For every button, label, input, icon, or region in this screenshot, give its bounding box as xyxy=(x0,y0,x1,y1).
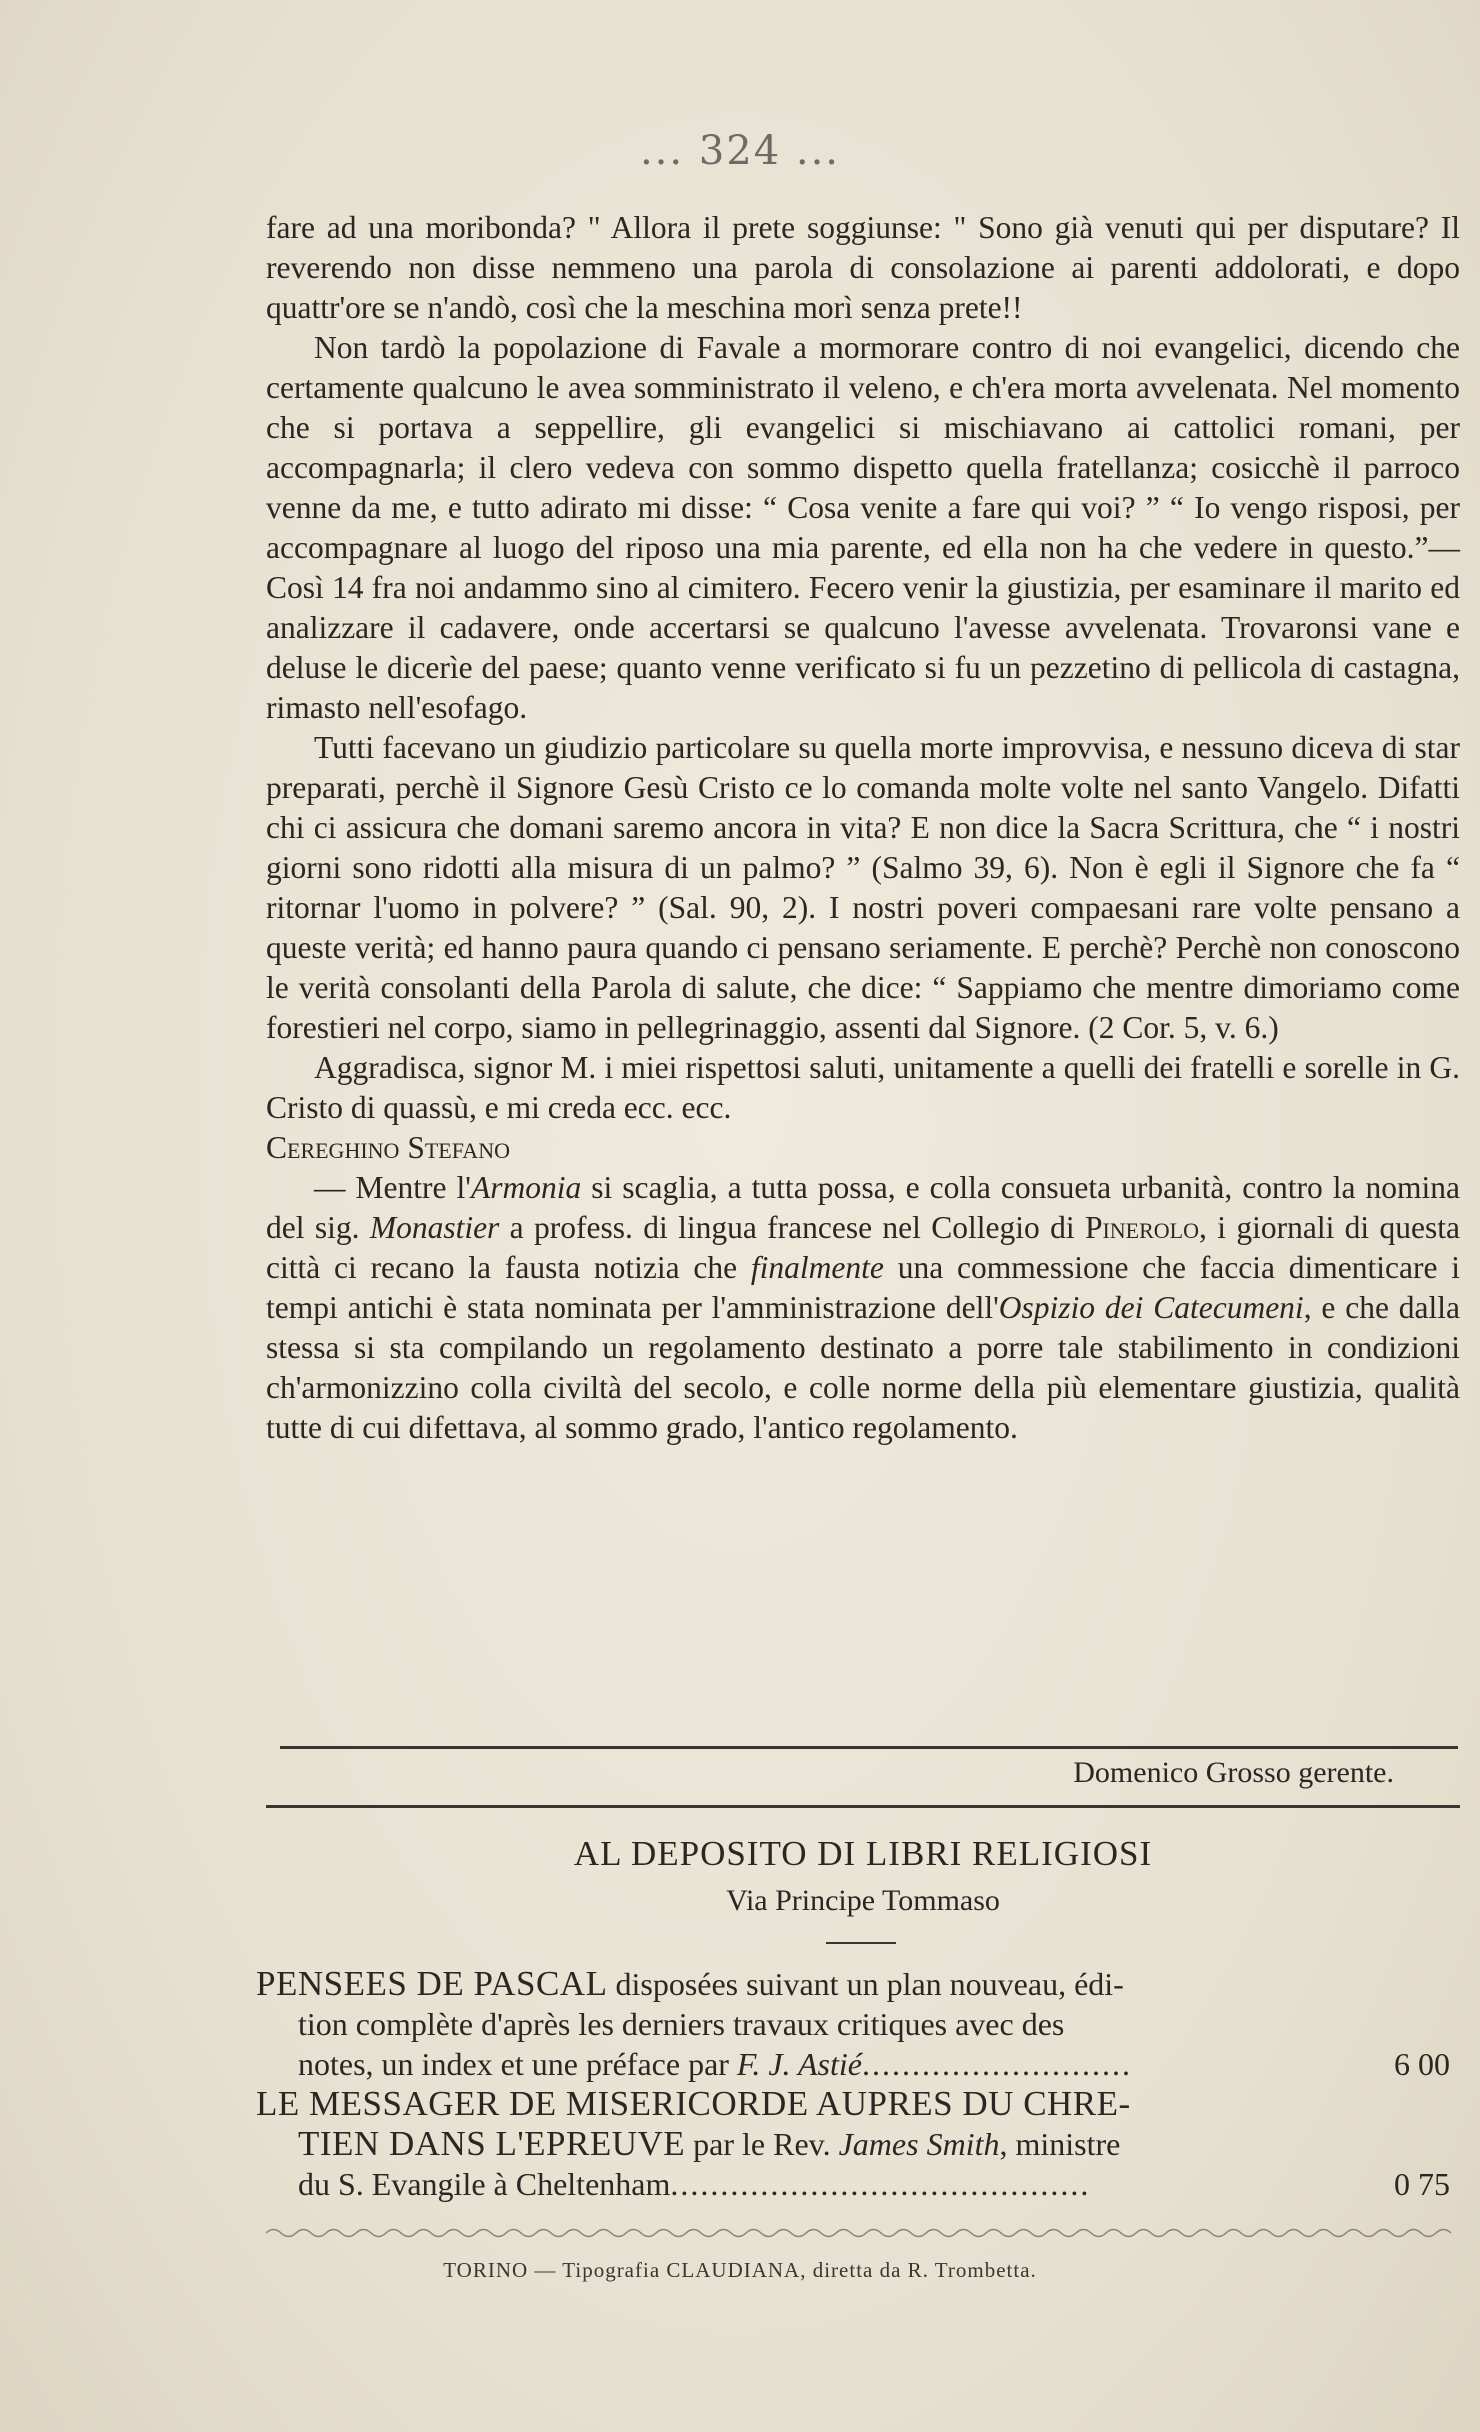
item1-line1 xyxy=(256,1964,1456,2004)
item1-l3: notes, un index et une préface par xyxy=(298,2046,737,2082)
paragraph-1: fare ad una moribonda? " Allora il prete soggiunse: " Sono già venuti qui per disputare? Il reverendo non disse nemmeno una parola di consolazione ai parenti addolorati, e dopo quattr'ore se n'andò, così che la meschina morì senza prete!! xyxy=(266,210,1460,325)
article-body xyxy=(266,208,1460,1448)
item2-l2-b: par le Rev. xyxy=(685,2126,839,2162)
paragraph-2: Non tardò la popolazione di Favale a mormorare contro di noi evangelici, dicendo che certamente qualcuno le avea somministrato il veleno, e ch'era morta avvelenata. Nel momento che si portava a seppellire, gli evangelici si mischiavano ai cattolici romani, per accompagnarla; il clero vedeva con sommo dispetto quella fratellanza; cosicchè il parroco venne da me, e tutto adirato mi disse: “ Cosa venite a fare qui voi? ” “ Io vengo risposi, per accompagnare al luogo del riposo una mia parente, ed ella non ha che vedere in questo.”—Così 14 fra noi andammo sino al cimitero. Fecero venir la giustizia, per esaminare il marito ed analizzare il cadavere, onde accertarsi se qualcuno l'avesse avvelenata. Trovaronsi vane e deluse le dicerìe del paese; quanto venne verificato si fu un pezzetino di pellicola di castagna, rimasto nell'esofago. xyxy=(266,330,1460,725)
p5-text-d: , i giornali di questa città ci recano la fausta notizia che xyxy=(266,1210,1460,1285)
decorative-wavy-rule xyxy=(266,2226,1460,2240)
divider-bottom xyxy=(266,1805,1460,1808)
p5-italic-armonia: Armonia xyxy=(470,1170,582,1205)
item1-line3 xyxy=(256,2044,1456,2084)
item2-author: James Smith xyxy=(838,2126,1000,2162)
advert-short-rule xyxy=(826,1942,896,1944)
gerente-line: Domenico Grosso gerente. xyxy=(1073,1756,1394,1789)
item2-l3: du S. Evangile à Cheltenham xyxy=(298,2166,671,2202)
p5-text-e: una commessione che faccia dimenticare i tempi antichi è stata nominata per l'amministrazione dell' xyxy=(266,1250,1460,1325)
p5-text-b: si scaglia, a tutta possa, e colla consueta urbanità, contro la nomina del sig. xyxy=(266,1170,1461,1245)
item2-head: LE MESSAGER DE MISERICORDE AUPRES DU CHRE- xyxy=(256,2084,1131,2123)
signature: Cereghino Stefano xyxy=(266,1130,510,1165)
item2-line3 xyxy=(256,2164,1456,2204)
item1-line2: tion complète d'après les derniers travaux critiques avec des xyxy=(298,2006,1065,2042)
advert-subtitle: Via Principe Tommaso xyxy=(726,1884,1000,1917)
advert-item-messager xyxy=(256,2084,1456,2204)
page-number: ... 324 ... xyxy=(639,128,841,174)
p5-city: Pinerolo xyxy=(1084,1210,1200,1245)
p5-text-f: , e che dalla stessa si sta compilando un regolamento destinato a porre tale stabilimento in condizioni ch'armonizzino colla civiltà del secolo, e colle norme della più elementare giustizia, qualità tutte di cui difettava, al sommo grado, l'antico regolamento. xyxy=(266,1290,1460,1445)
divider-top xyxy=(280,1746,1458,1749)
item1-author: F. J. Astié xyxy=(736,2046,862,2082)
item2-l2-c: , ministre xyxy=(999,2126,1121,2162)
paragraph-5 xyxy=(266,1168,1460,1448)
item2-price: 0 75 xyxy=(1394,2166,1450,2202)
p5-italic-ospizio: Ospizio dei Catecumeni xyxy=(998,1290,1304,1325)
p5-italic-finalmente: finalmente xyxy=(750,1250,884,1285)
paragraph-3: Tutti facevano un giudizio particolare su quella morte improvvisa, e nessuno diceva di star preparati, perchè il Signore Gesù Cristo ce lo comanda molte volte nel santo Vangelo. Difatti chi ci assicura che domani saremo ancora in vita? E non dice la Sacra Scrittura, che “ i nostri giorni sono ridotti alla misura di un palmo? ” (Salmo 39, 6). Non è egli il Signore che fa “ ritornar l'uomo in polvere? ” (Sal. 90, 2). I nostri poveri compaesani rare volte pensano a queste verità; ed hanno paura quando ci pensano seriamente. E perchè? Perchè non conoscono le verità consolanti della Parola di salute, che dice: “ Sappiamo che mentre dimoriamo come forestieri nel corpo, siamo in pellegrinaggio, assenti dal Signore. (2 Cor. 5, v. 6.) xyxy=(266,730,1460,1045)
p5-text-c: a profess. di lingua francese nel Collegio di xyxy=(499,1210,1085,1245)
printer-footer: TORINO — Tipografia CLAUDIANA, diretta da R. Trombetta. xyxy=(443,2258,1037,2282)
advert-item-pascal xyxy=(256,1964,1456,2084)
item1-price: 6 00 xyxy=(1394,2046,1450,2082)
item2-dots: .......................................... xyxy=(670,2166,1091,2202)
item2-line2 xyxy=(256,2124,1456,2164)
paragraph-4: Aggradisca, signor M. i miei rispettosi saluti, unitamente a quelli dei fratelli e sorelle in G. Cristo di quassù, e mi creda ecc. ecc. xyxy=(266,1050,1460,1125)
item2-l2-a: TIEN DANS L'EPREUVE xyxy=(298,2124,686,2163)
item1-l1-rest: disposées suivant un plan nouveau, édi- xyxy=(607,1966,1124,2002)
p5-italic-monastier: Monastier xyxy=(369,1210,500,1245)
advert-title: AL DEPOSITO DI LIBRI RELIGIOSI xyxy=(573,1834,1153,1873)
item1-dots: ........................... xyxy=(861,2046,1132,2082)
item1-head: PENSEES DE PASCAL xyxy=(256,1964,608,2003)
p5-text-a: — Mentre l' xyxy=(314,1170,471,1205)
